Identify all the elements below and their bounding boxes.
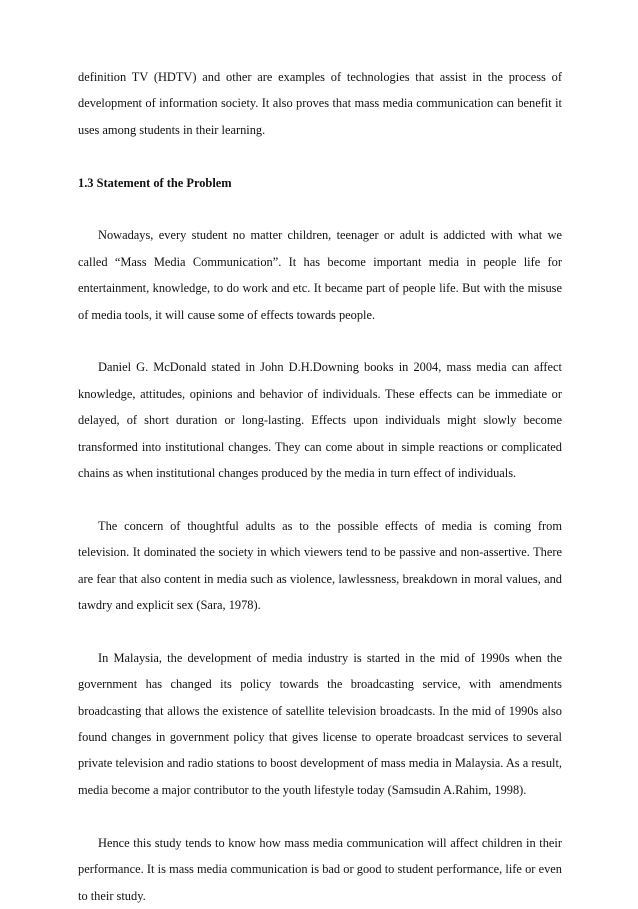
- paragraph-spacer: [78, 328, 562, 354]
- paragraph-malaysia: In Malaysia, the development of media industry is started in the mid of 1990s when the government has changed its policy towards the broadcasting service, with amendments broadcasting that allows the existence of satellite television broadcasts. In the mid of 1990s also found changes in government policy that gives license to operate broadcast services to several private television and radio stations to boost development of mass media in Malaysia. As a result, media become a major contributor to the youth lifestyle today (Samsudin A.Rahim, 1998).: [78, 650, 562, 797]
- paragraph-spacer: [78, 803, 562, 829]
- intro-paragraph: definition TV (HDTV) and other are examples of technologies that assist in the process of development of information society. It also proves that mass media communication can benefit it uses among students in their learning.: [78, 70, 562, 137]
- paragraph-concern: The concern of thoughtful adults as to the possible effects of media is coming from television. It dominated the society in which viewers tend to be passive and non-assertive. There are fear that also content in media such as violence, lawlessness, breakdown in moral values, and tawdry and explicit sex (Sara, 1978).: [78, 518, 562, 613]
- paragraph-nowadays: Nowadays, every student no matter children, teenager or adult is addicted with what we called “Mass Media Communication”. It has become important media in people life for entertainment, knowledge, to do work and etc. It became part of people life. But with the misuse of media tools, it will cause some of effects towards people.: [78, 228, 562, 322]
- paragraph-spacer: [78, 618, 562, 644]
- paragraph-mcdonald: Daniel G. McDonald stated in John D.H.Downing books in 2004, mass media can affect knowledge, attitudes, opinions and behavior of individuals. These effects can be immediate or delayed, of short duration or long-lasting. Effects upon individuals might slowly become transformed into institutional changes. They can come about in simple reactions or complicated chains as when institutional changes produced by the media in turn effect of individuals.: [78, 360, 562, 481]
- paragraph-spacer: [78, 486, 562, 512]
- paragraph-hence: Hence this study tends to know how mass media communication will affect children in their performance. It is mass media communication is bad or good to student performance, life or even to their study.: [78, 835, 562, 903]
- paragraph-spacer: [78, 196, 562, 222]
- section-heading: 1.3 Statement of the Problem: [78, 175, 232, 190]
- paragraph-spacer: [78, 143, 562, 169]
- document-page: [78, 64, 562, 909]
